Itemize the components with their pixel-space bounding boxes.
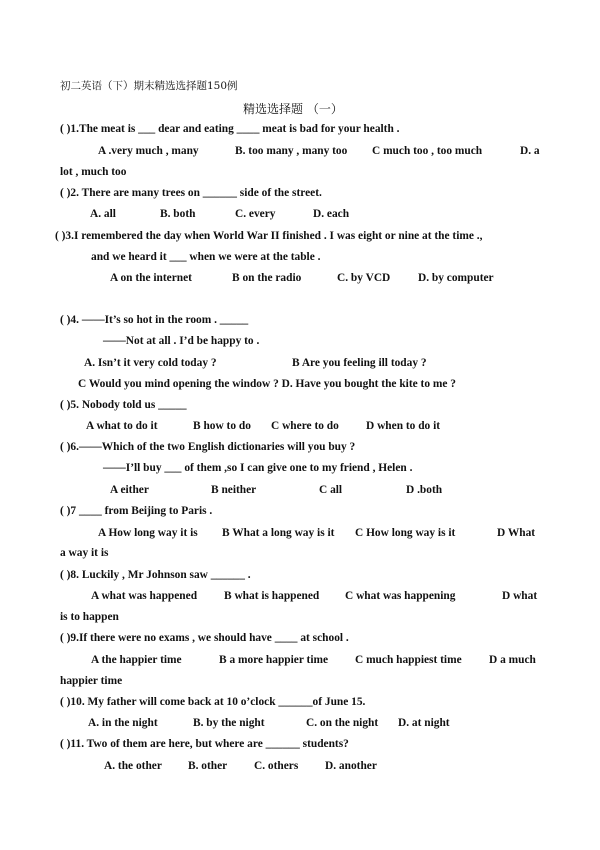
question-1-option-a: A .very much , many	[98, 145, 199, 157]
question-7-option-c: C How long way is it	[355, 527, 456, 539]
question-10-option-d: D. at night	[398, 717, 450, 729]
question-3-option-b: B on the radio	[232, 272, 302, 284]
question-9-option-d: D a much	[489, 654, 536, 666]
question-8-stem: ( )8. Luckily , Mr Johnson saw ______ .	[60, 569, 251, 581]
question-1-option-d: D. a	[520, 145, 540, 157]
question-11-option-d: D. another	[325, 760, 377, 772]
question-10-stem: ( )10. My father will come back at 10 o’clock ______of June 15.	[60, 696, 366, 708]
question-8-option-b: B what is happened	[224, 590, 320, 602]
question-6-option-c: C all	[319, 484, 343, 496]
question-8-option-c: C what was happening	[345, 590, 456, 602]
question-6-stem-line2: ——I’ll buy ___ of them ,so I can give one to my friend , Helen .	[103, 462, 413, 474]
question-5-option-d: D when to do it	[366, 420, 441, 432]
question-2-stem: ( )2. There are many trees on ______ side of the street.	[60, 187, 322, 199]
question-7-stem: ( )7 ____ from Beijing to Paris .	[60, 505, 213, 517]
question-2-option-a: A. all	[90, 208, 116, 220]
question-6-option-b: B neither	[211, 484, 257, 496]
question-1-option-b: B. too many , many too	[235, 145, 348, 157]
section-title: 精选选择题 （一）	[243, 102, 343, 116]
question-4-stem-line2: ——Not at all . I’d be happy to .	[103, 335, 260, 347]
question-1-stem: ( )1.The meat is ___ dear and eating ____ meat is bad for your health .	[60, 123, 400, 135]
question-3-stem-line2: and we heard it ___ when we were at the table .	[91, 251, 321, 263]
question-11-option-c: C. others	[254, 760, 299, 772]
question-10-option-a: A. in the night	[88, 717, 158, 729]
question-6-option-d: D .both	[406, 484, 443, 496]
question-1-option-d-continued: lot , much too	[60, 166, 127, 178]
question-6-option-a: A either	[110, 484, 149, 496]
question-11-stem: ( )11. Two of them are here, but where are ______ students?	[60, 738, 349, 750]
question-8-option-a: A what was happened	[91, 590, 198, 602]
question-1-option-c: C much too , too much	[372, 145, 483, 157]
question-9-option-a: A the happier time	[91, 654, 182, 666]
question-3-option-a: A on the internet	[110, 272, 192, 284]
question-5-option-c: C where to do	[271, 420, 339, 432]
question-8-option-d-continued: is to happen	[60, 611, 119, 623]
question-5-option-b: B how to do	[193, 420, 251, 432]
question-3-option-c: C. by VCD	[337, 272, 391, 284]
question-7-option-b: B What a long way is it	[222, 527, 335, 539]
question-4-option-b: B Are you feeling ill today ?	[292, 357, 427, 369]
question-6-stem: ( )6.——Which of the two English dictionaries will you buy ?	[60, 441, 356, 453]
question-2-option-c: C. every	[235, 208, 276, 220]
document-header: 初二英语（下）期末精选选择题150例	[60, 80, 238, 92]
question-9-option-b: B a more happier time	[219, 654, 329, 666]
question-5-option-a: A what to do it	[86, 420, 158, 432]
question-10-option-b: B. by the night	[193, 717, 265, 729]
question-7-option-d: D What	[497, 527, 536, 539]
question-8-option-d: D what	[502, 590, 538, 602]
question-9-option-c: C much happiest time	[355, 654, 462, 666]
question-4-option-a: A. Isn’t it very cold today ?	[84, 357, 217, 369]
question-9-option-d-continued: happier time	[60, 675, 123, 687]
question-9-stem: ( )9.If there were no exams , we should have ____ at school .	[60, 632, 349, 644]
question-3-option-d: D. by computer	[418, 272, 494, 284]
question-3-stem: ( )3.I remembered the day when World War II finished . I was eight or nine at the time .,	[55, 230, 483, 242]
question-2-option-d: D. each	[313, 208, 350, 220]
question-11-option-a: A. the other	[104, 760, 162, 772]
question-4-options-c-d: C Would you mind opening the window ? D. Have you bought the kite to me ?	[78, 378, 456, 390]
question-11-option-b: B. other	[188, 760, 228, 772]
question-5-stem: ( )5. Nobody told us _____	[60, 399, 187, 411]
question-2-option-b: B. both	[160, 208, 196, 220]
question-7-option-d-continued: a way it is	[60, 547, 109, 559]
question-4-stem: ( )4. ——It’s so hot in the room . _____	[60, 314, 249, 326]
question-10-option-c: C. on the night	[306, 717, 379, 729]
question-7-option-a: A How long way it is	[98, 527, 198, 539]
